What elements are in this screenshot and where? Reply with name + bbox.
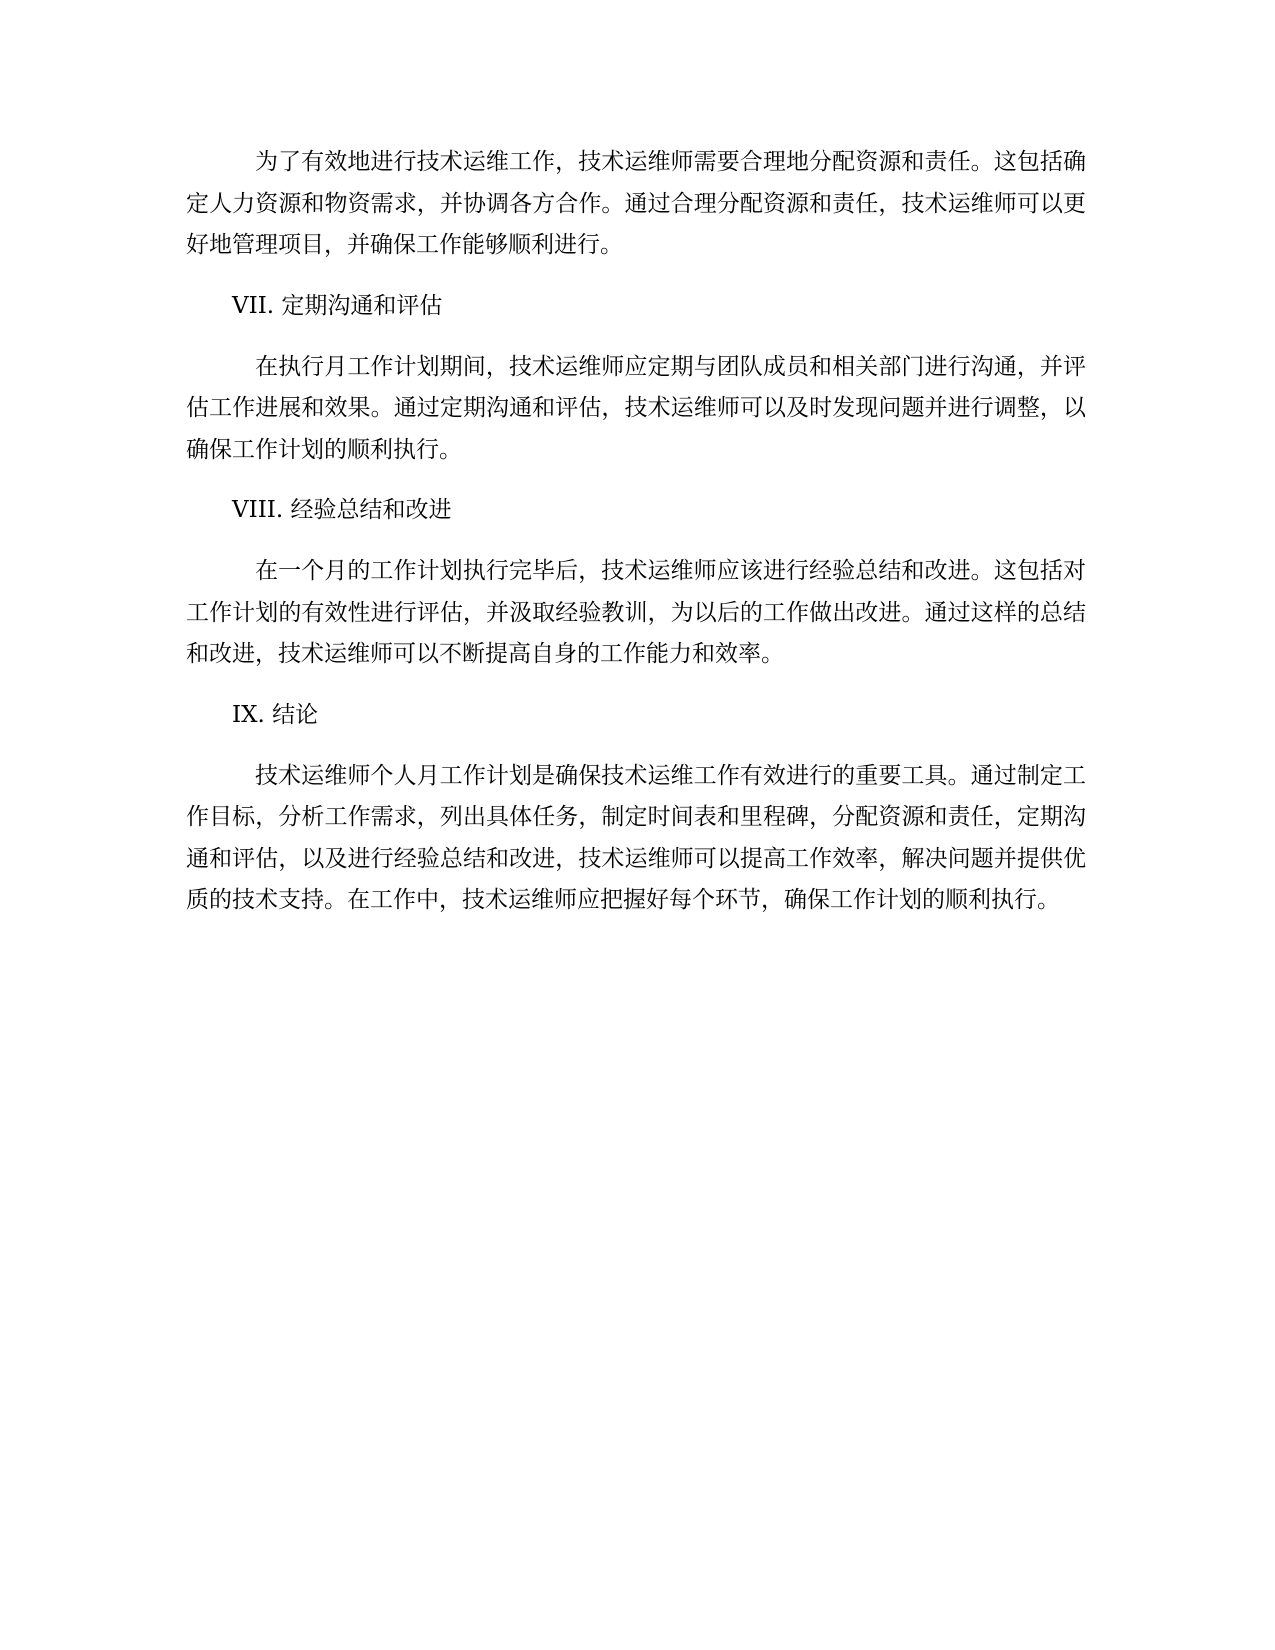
heading-section-viii: VIII. 经验总结和改进 [232, 497, 452, 523]
paragraph-communication-evaluation: 在执行月工作计划期间，技术运维师应定期与团队成员和相关部门进行沟通，并评估工作进展和效果。通过定期沟通和评估，技术运维师可以及时发现问题并进行调整，以确保工作计划的顺利执行。 [186, 353, 1086, 463]
heading-section-ix: IX. 结论 [232, 701, 319, 728]
paragraph-conclusion: 技术运维师个人月工作计划是确保技术运维工作有效进行的重要工具。通过制定工作目标，分析工作需求，列出具体任务，制定时间表和里程碑，分配资源和责任，定期沟通和评估，以及进行经验总结和改进，技术运维师可以提高工作效率，解决问题并提供优质的技术支持。在工作中，技术运维师应把握好每个环节，确保工作计划的顺利执行。 [186, 762, 1086, 913]
paragraph-experience-summary: 在一个月的工作计划执行完毕后，技术运维师应该进行经验总结和改进。这包括对工作计划的有效性进行评估，并汲取经验教训，为以后的工作做出改进。通过这样的总结和改进，技术运维师可以不断提高自身的工作能力和效率。 [186, 558, 1086, 667]
heading-section-vii: VII. 定期沟通和评估 [232, 292, 443, 319]
document-body [186, 142, 1086, 941]
paragraph-resource-allocation: 为了有效地进行技术运维工作，技术运维师需要合理地分配资源和责任。这包括确定人力资源和物资需求，并协调各方合作。通过合理分配资源和责任，技术运维师可以更好地管理项目，并确保工作能够顺利进行。 [186, 149, 1086, 258]
